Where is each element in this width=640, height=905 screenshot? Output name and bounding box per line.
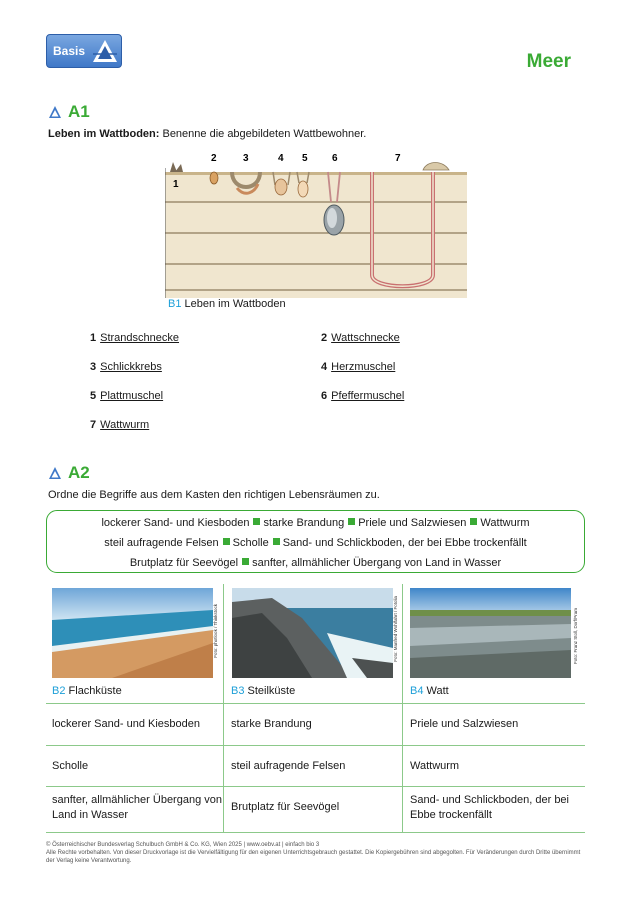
answer-word: Schlickkrebs <box>100 361 162 373</box>
table-divider <box>46 745 585 746</box>
answer-item <box>90 419 149 431</box>
table-cell: Sand- und Schlickboden, der bei Ebbe trockenfällt <box>410 794 569 821</box>
page-title: Meer <box>526 51 571 72</box>
table-divider <box>46 786 585 787</box>
column-name: Steilküste <box>244 685 296 697</box>
table-cell: steil aufragende Felsen <box>231 760 346 772</box>
table-divider <box>46 703 585 704</box>
table-cell: Wattwurm <box>410 760 460 772</box>
table-cell: Priele und Salzwiesen <box>410 718 519 730</box>
word-box <box>46 510 585 573</box>
section-a2-heading <box>48 463 90 483</box>
flachkueste-photo <box>52 588 213 678</box>
wattboden-illustration <box>165 150 467 298</box>
answer-item <box>90 361 162 373</box>
watt-photo <box>410 588 571 678</box>
answer-word: Pfeffermuschel <box>331 390 405 402</box>
table-divider <box>46 832 585 833</box>
fig-label-2: 2 <box>211 153 217 164</box>
answer-num: 7 <box>90 419 97 431</box>
term: steil aufragende Felsen <box>104 537 219 549</box>
fig-label-7: 7 <box>395 153 401 164</box>
answer-word: Wattschnecke <box>331 332 400 344</box>
photo-credit: Foto: photlook / Thinkstock <box>213 604 218 658</box>
term: Wattwurm <box>480 517 530 529</box>
fig-label-6: 6 <box>332 153 338 164</box>
a2-task: Ordne die Begriffe aus dem Kasten den richtigen Lebensräumen zu. <box>48 489 380 501</box>
separator-square-icon <box>348 518 355 525</box>
table-divider <box>223 584 224 832</box>
answer-num: 1 <box>90 332 97 344</box>
answer-word: Plattmuschel <box>100 390 164 402</box>
section-a2-title: A2 <box>68 463 90 482</box>
column-name: Watt <box>423 685 449 697</box>
fig-label-5: 5 <box>302 153 308 164</box>
term: Sand- und Schlickboden, der bei Ebbe trockenfällt <box>282 537 527 549</box>
photo-credit: Foto: Franz Stoll, Dorf/Pram <box>573 608 578 665</box>
a1-task-bold: Leben im Wattboden: <box>48 128 160 140</box>
table-cell: starke Brandung <box>231 718 312 730</box>
answer-word: Wattwurm <box>100 419 150 431</box>
answer-item <box>321 390 404 402</box>
separator-square-icon <box>273 538 280 545</box>
answer-word: Herzmuschel <box>331 361 396 373</box>
basis-logo <box>46 34 122 68</box>
footer-copyright: © Österreichischer Bundesverlag Schulbuch GmbH & Co. KG, Wien 2025 | www.oebv.at | einfach bio 3 <box>46 842 320 848</box>
footer-rights: Alle Rechte vorbehalten. Von dieser Druckvorlage ist die Vervielfältigung für den eigenen Unterrichtsgebrauch gestattet. Die Kopiergebühren sind abgegolten. Für Veränderungen durch Dritte übernimmt der Verlag keine Verantwortung. <box>46 850 581 864</box>
logo-text: Basis <box>53 44 86 58</box>
answer-item <box>90 332 179 344</box>
answer-item <box>321 361 395 373</box>
column-header-steilkueste <box>231 684 295 699</box>
difficulty-triangle-icon <box>48 105 62 119</box>
separator-square-icon <box>470 518 477 525</box>
triangle-logo-icon <box>91 37 119 65</box>
term: Priele und Salzwiesen <box>358 517 467 529</box>
term: Scholle <box>232 537 269 549</box>
word-box-line <box>47 533 584 553</box>
column-name: Flachküste <box>65 685 122 697</box>
a1-task-text: Benenne die abgebildeten Wattbewohner. <box>159 128 367 140</box>
caption-number: B1 <box>168 298 182 310</box>
section-a1-heading <box>48 102 90 122</box>
separator-square-icon <box>253 518 260 525</box>
answer-num: 6 <box>321 390 328 402</box>
footer <box>46 841 586 865</box>
photo-credit: Foto: Manfred Wohlfahrt / Fotolia <box>393 596 398 662</box>
answer-num: 2 <box>321 332 328 344</box>
column-header-watt <box>410 684 449 699</box>
a1-task <box>48 128 366 140</box>
term: Brutplatz für Seevögel <box>129 557 239 569</box>
figure-b1-caption <box>168 298 286 310</box>
fig-label-1: 1 <box>173 179 179 190</box>
separator-square-icon <box>223 538 230 545</box>
steilkueste-photo <box>232 588 393 678</box>
answer-item <box>90 390 163 402</box>
table-cell: lockerer Sand- und Kiesboden <box>52 718 200 730</box>
term: sanfter, allmählicher Übergang von Land in Wasser <box>252 557 502 569</box>
figure-number: B3 <box>231 685 245 697</box>
separator-square-icon <box>242 558 249 565</box>
caption-text: Leben im Wattboden <box>181 298 286 310</box>
section-a1-title: A1 <box>68 102 90 121</box>
figure-number: B2 <box>52 685 66 697</box>
term: lockerer Sand- und Kiesboden <box>101 517 250 529</box>
answer-num: 4 <box>321 361 328 373</box>
answer-num: 5 <box>90 390 97 402</box>
answer-num: 3 <box>90 361 97 373</box>
figure-number: B4 <box>410 685 424 697</box>
fig-label-4: 4 <box>278 153 284 164</box>
column-header-flachkueste <box>52 684 122 699</box>
table-divider <box>402 584 403 832</box>
answer-word: Strandschnecke <box>100 332 180 344</box>
table-cell: Scholle <box>52 760 89 772</box>
difficulty-triangle-icon <box>48 466 62 480</box>
word-box-line <box>47 513 584 533</box>
answer-item <box>321 332 400 344</box>
word-box-line <box>47 553 584 573</box>
table-cell: Brutplatz für Seevögel <box>231 801 340 813</box>
table-cell: sanfter, allmählicher Übergang von Land in Wasser <box>52 794 222 821</box>
fig-label-3: 3 <box>243 153 249 164</box>
term: starke Brandung <box>263 517 345 529</box>
